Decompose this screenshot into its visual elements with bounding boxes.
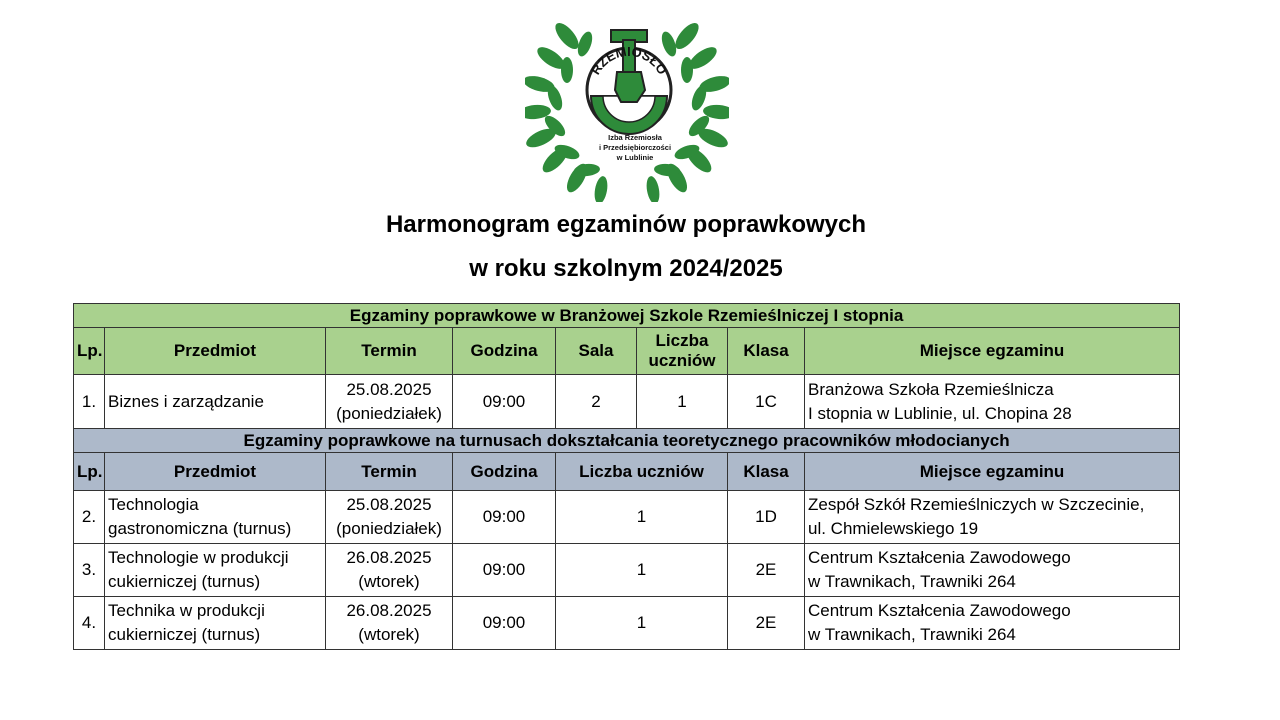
cell-przedmiot xyxy=(105,491,326,544)
cell-termin xyxy=(326,597,453,650)
section-1-block xyxy=(74,304,1180,375)
cell-godzina: 09:00 xyxy=(453,597,556,650)
laurel-wreath-logo-icon xyxy=(525,6,729,202)
table-row xyxy=(74,491,1180,544)
termin-day: (wtorek) xyxy=(358,572,420,591)
table-row xyxy=(74,544,1180,597)
przedmiot-line-1: Technologie w produkcji xyxy=(108,548,289,567)
cell-termin xyxy=(326,544,453,597)
przedmiot-line-2: cukierniczej (turnus) xyxy=(108,625,261,644)
przedmiot-line-2: cukierniczej (turnus) xyxy=(108,572,261,591)
termin-date: 25.08.2025 xyxy=(346,495,432,514)
section-1-rows xyxy=(74,375,1180,429)
termin-day: (wtorek) xyxy=(358,625,420,644)
table-row xyxy=(74,375,1180,429)
chamber-logo xyxy=(525,6,729,202)
col-header-termin: Termin xyxy=(326,328,453,375)
miejsce-line-2: I stopnia w Lublinie, ul. Chopina 28 xyxy=(808,403,1072,423)
section-2-header-row xyxy=(74,453,1180,491)
exam-schedule-table xyxy=(73,303,1180,650)
cell-miejsce xyxy=(805,375,1180,429)
cell-liczba: 1 xyxy=(556,491,728,544)
cell-przedmiot xyxy=(105,597,326,650)
cell-miejsce xyxy=(805,544,1180,597)
cell-przedmiot xyxy=(105,544,326,597)
termin-day: (poniedziałek) xyxy=(336,519,442,538)
cell-godzina: 09:00 xyxy=(453,491,556,544)
przedmiot-line-2: gastronomiczna (turnus) xyxy=(108,519,292,538)
miejsce-line-1: Branżowa Szkoła Rzemieślnicza xyxy=(808,379,1054,399)
section-2-heading-row xyxy=(74,429,1180,453)
section-2-block xyxy=(74,429,1180,491)
col-header-lp: Lp. xyxy=(74,328,105,375)
col-header-liczba-uczniow: Liczba uczniów xyxy=(637,328,728,375)
miejsce-line-2: w Trawnikach, Trawniki 264 xyxy=(808,572,1016,591)
section-1-heading-row xyxy=(74,304,1180,328)
cell-przedmiot: Biznes i zarządzanie xyxy=(105,375,326,429)
col-header-klasa: Klasa xyxy=(728,453,805,491)
cell-liczba: 1 xyxy=(556,597,728,650)
section-1-heading: Egzaminy poprawkowe w Branżowej Szkole Rzemieślniczej I stopnia xyxy=(74,304,1180,328)
col-header-sala: Sala xyxy=(556,328,637,375)
document-title-line-1: Harmonogram egzaminów poprawkowych xyxy=(385,211,867,238)
cell-sala: 2 xyxy=(556,375,637,429)
cell-klasa: 2E xyxy=(728,597,805,650)
miejsce-line-2: ul. Chmielewskiego 19 xyxy=(808,519,979,538)
col-header-przedmiot: Przedmiot xyxy=(105,453,326,491)
cell-klasa: 1C xyxy=(728,375,805,429)
logo-text-line-3: w Lublinie xyxy=(616,153,654,162)
cell-klasa: 1D xyxy=(728,491,805,544)
cell-miejsce xyxy=(805,597,1180,650)
termin-day: (poniedziałek) xyxy=(336,403,442,423)
col-header-miejsce: Miejsce egzaminu xyxy=(805,328,1180,375)
table-row xyxy=(74,597,1180,650)
przedmiot-line-1: Technika w produkcji xyxy=(108,601,265,620)
termin-date: 26.08.2025 xyxy=(346,601,432,620)
section-2-heading: Egzaminy poprawkowe na turnusach dokształcania teoretycznego pracowników młodocianych xyxy=(74,429,1180,453)
col-header-miejsce: Miejsce egzaminu xyxy=(805,453,1180,491)
col-header-klasa: Klasa xyxy=(728,328,805,375)
cell-klasa: 2E xyxy=(728,544,805,597)
cell-termin xyxy=(326,491,453,544)
miejsce-line-1: Centrum Kształcenia Zawodowego xyxy=(808,601,1071,620)
cell-lp: 3. xyxy=(74,544,105,597)
termin-date: 25.08.2025 xyxy=(346,379,432,399)
miejsce-line-1: Centrum Kształcenia Zawodowego xyxy=(808,548,1071,567)
document-title-line-2: w roku szkolnym 2024/2025 xyxy=(469,255,783,282)
section-2-rows xyxy=(74,491,1180,650)
miejsce-line-2: w Trawnikach, Trawniki 264 xyxy=(808,625,1016,644)
cell-miejsce xyxy=(805,491,1180,544)
cell-lp: 1. xyxy=(74,375,105,429)
cell-liczba: 1 xyxy=(556,544,728,597)
col-header-lp: Lp. xyxy=(74,453,105,491)
col-header-godzina: Godzina xyxy=(453,453,556,491)
termin-date: 26.08.2025 xyxy=(346,548,432,567)
cell-godzina: 09:00 xyxy=(453,544,556,597)
cell-lp: 2. xyxy=(74,491,105,544)
logo-text-line-2: i Przedsiębiorczości xyxy=(598,143,672,152)
col-header-przedmiot: Przedmiot xyxy=(105,328,326,375)
cell-termin xyxy=(326,375,453,429)
col-header-termin: Termin xyxy=(326,453,453,491)
col-header-liczba-uczniow: Liczba uczniów xyxy=(556,453,728,491)
logo-text-line-1: Izba Rzemiosła xyxy=(608,133,662,142)
logo-arc-text: RZEMIOSŁO xyxy=(587,43,671,78)
miejsce-line-1: Zespół Szkół Rzemieślniczych w Szczecinie, xyxy=(808,495,1145,514)
section-1-header-row xyxy=(74,328,1180,375)
cell-lp: 4. xyxy=(74,597,105,650)
cell-godzina: 09:00 xyxy=(453,375,556,429)
col-header-godzina: Godzina xyxy=(453,328,556,375)
cell-liczba: 1 xyxy=(637,375,728,429)
przedmiot-line-1: Technologia xyxy=(108,495,199,514)
